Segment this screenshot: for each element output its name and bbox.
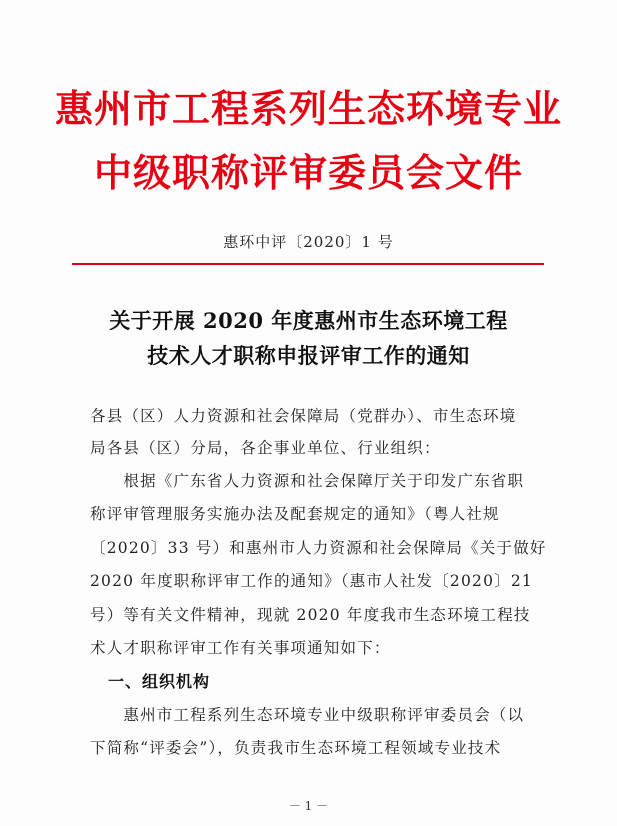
issuer-title-line-1: 惠州市工程系列生态环境专业 xyxy=(54,86,562,131)
body-line: 惠州市工程系列生态环境专业中级职称评审委员会（以 xyxy=(90,706,525,724)
notice-title-line-1: 关于开展 2020 年度惠州市生态环境工程 xyxy=(109,308,508,333)
body-line: 称评审管理服务实施办法及配套规定的通知》（粤人社规 xyxy=(90,505,500,523)
body-line: 术人才职称评审工作有关事项通知如下： xyxy=(90,639,391,657)
body-line: 号）等有关文件精神，现就 2020 年度我市生态环境工程技 xyxy=(90,606,531,624)
body-line: 〔2020〕33 号）和惠州市人力资源和社会保障局《关于做好 xyxy=(90,539,547,557)
body-line: 局各县（区）分局，各企事业单位、行业组织： xyxy=(90,439,441,457)
red-divider-line xyxy=(72,263,544,265)
body-line: 各县（区）人力资源和社会保障局（党群办）、市生态环境 xyxy=(90,407,517,425)
body-line: 下简称“评委会”），负责我市生态环境工程领域专业技术 xyxy=(90,739,502,757)
document-number: 惠环中评〔2020〕1 号 xyxy=(223,233,394,251)
body-line: 2020 年度职称评审工作的通知》（惠市人社发〔2020〕21 xyxy=(90,572,533,590)
issuer-title-line-2: 中级职称评审委员会文件 xyxy=(93,150,523,195)
body-line: 根据《广东省人力资源和社会保障厅关于印发广东省职 xyxy=(90,472,525,490)
section-heading: 一、组织机构 xyxy=(108,672,211,691)
page-number: － 1 － xyxy=(288,799,329,813)
notice-title-line-2: 技术人才职称申报评审工作的通知 xyxy=(147,343,470,368)
